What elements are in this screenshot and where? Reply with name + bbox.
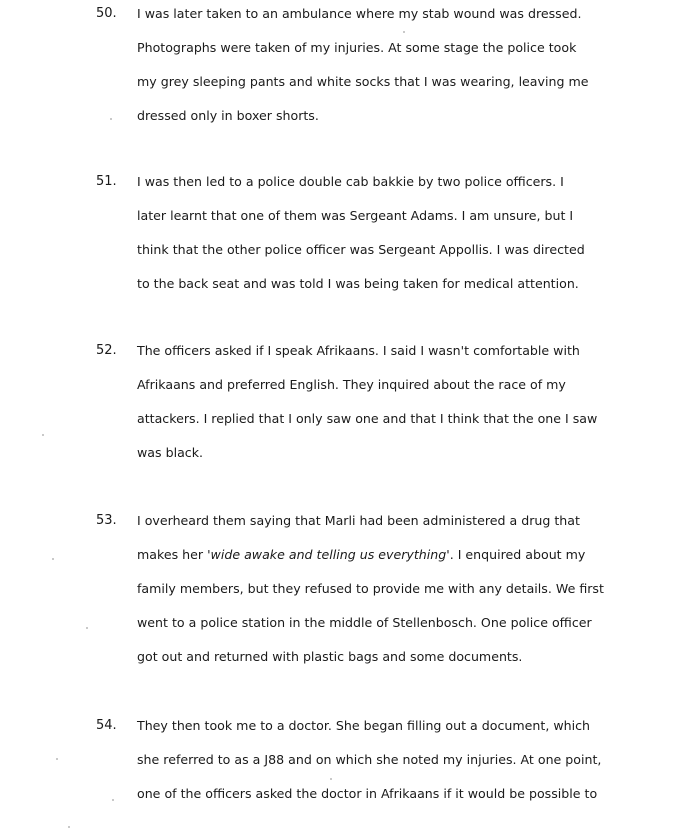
line-text: . I enquired about my: [449, 547, 586, 562]
paragraph-line: Afrikaans and preferred English. They inquired about the race of my: [137, 377, 566, 392]
paragraph-line: Photographs were taken of my injuries. At some stage the police took: [137, 40, 577, 55]
paragraph-line: one of the officers asked the doctor in Afrikaans if it would be possible to: [137, 786, 598, 801]
scan-speck: [403, 31, 405, 33]
paragraph-line: I overheard them saying that Marli had been administered a drug that: [137, 513, 580, 528]
paragraph-line: went to a police station in the middle of Stellenbosch. One police officer: [137, 615, 592, 630]
paragraph-line-with-quote: [137, 545, 627, 565]
paragraph-line: she referred to as a J88 and on which she noted my injuries. At one point,: [137, 752, 602, 767]
paragraph-line: I was then led to a police double cab bakkie by two police officers. I: [137, 174, 564, 189]
scan-speck: [68, 826, 70, 828]
paragraph-line: family members, but they refused to provide me with any details. We first: [137, 581, 604, 596]
scan-speck: [56, 758, 58, 760]
paragraph-line: got out and returned with plastic bags and some documents.: [137, 649, 523, 664]
paragraph-line: They then took me to a doctor. She began filling out a document, which: [137, 718, 591, 733]
paragraph-line: think that the other police officer was Sergeant Appollis. I was directed: [137, 242, 585, 257]
paragraph-line: later learnt that one of them was Sergeant Adams. I am unsure, but I: [137, 208, 574, 223]
paragraph-line: attackers. I replied that I only saw one and that I think that the one I saw: [137, 411, 598, 426]
paragraph-number: 51.: [96, 174, 117, 189]
paragraph-line: to the back seat and was told I was being taken for medical attention.: [137, 276, 579, 291]
scan-speck: [42, 434, 44, 436]
paragraph-line: I was later taken to an ambulance where my stab wound was dressed.: [137, 6, 582, 21]
paragraph-line: was black.: [137, 445, 204, 460]
scan-speck: [110, 118, 112, 120]
paragraph-line: dressed only in boxer shorts.: [137, 108, 319, 123]
paragraph-line: The officers asked if I speak Afrikaans. I said I wasn't comfortable with: [137, 343, 580, 358]
paragraph-number: 50.: [96, 6, 117, 21]
quoted-text: 'wide awake and telling us everything': [207, 547, 450, 562]
paragraph-number: 52.: [96, 343, 117, 358]
paragraph-line: my grey sleeping pants and white socks that I was wearing, leaving me: [137, 74, 589, 89]
scan-speck: [86, 627, 88, 629]
paragraph-number: 54.: [96, 718, 117, 733]
scan-speck: [330, 778, 332, 780]
line-text: makes her: [137, 547, 208, 562]
scan-speck: [52, 558, 54, 560]
scan-speck: [112, 799, 114, 801]
paragraph-number: 53.: [96, 513, 117, 528]
